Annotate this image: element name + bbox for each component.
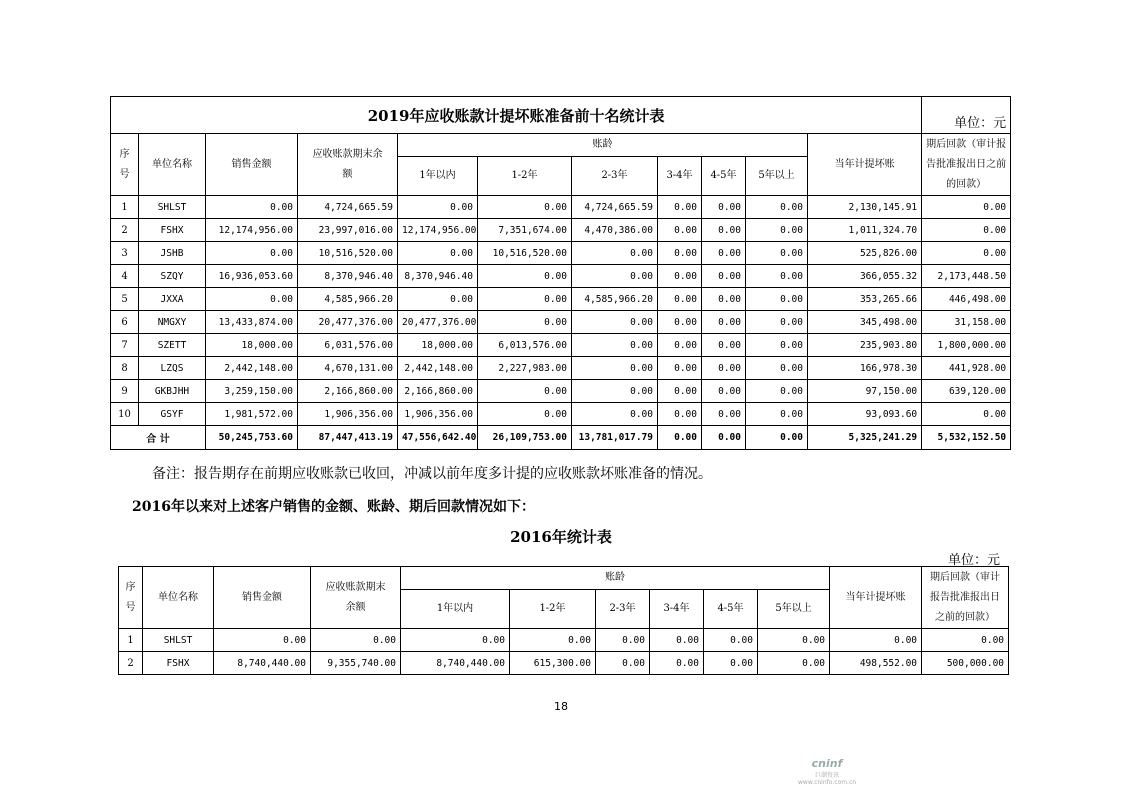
- cell-within-1y: 12,174,956.00: [398, 219, 478, 242]
- cell-1-2y: 0.00: [478, 403, 572, 426]
- cell-1-2y: 615,300.00: [510, 652, 596, 675]
- cell-collection: 2,173,448.50: [922, 265, 1011, 288]
- cell-4-5y: 0.00: [702, 311, 746, 334]
- cell-within-1y: 8,370,946.40: [398, 265, 478, 288]
- cell-name: SZQY: [139, 265, 206, 288]
- total-within-1y: 47,556,642.40: [398, 426, 478, 450]
- total-label: 合 计: [111, 426, 206, 450]
- cell-3-4y: 0.00: [658, 334, 702, 357]
- cell-provision: 1,011,324.70: [808, 219, 922, 242]
- table1-title: 2019年应收账款计提坏账准备前十名统计表: [111, 97, 922, 134]
- cell-receivable: 4,585,966.20: [298, 288, 398, 311]
- cell-over-5y: 0.00: [746, 288, 808, 311]
- cell-seq: 1: [119, 629, 143, 652]
- cell-provision: 0.00: [830, 629, 922, 652]
- cell-sales: 8,740,440.00: [214, 652, 311, 675]
- cell-receivable: 6,031,576.00: [298, 334, 398, 357]
- t2-header-aging: 账龄: [401, 567, 830, 590]
- total-collection: 5,532,152.50: [922, 426, 1011, 450]
- cell-collection: 639,120.00: [922, 380, 1011, 403]
- cell-seq: 1: [111, 196, 139, 219]
- cell-name: JXXA: [139, 288, 206, 311]
- cell-seq: 8: [111, 357, 139, 380]
- cell-within-1y: 8,740,440.00: [401, 652, 510, 675]
- cell-1-2y: 6,013,576.00: [478, 334, 572, 357]
- cell-receivable: 0.00: [311, 629, 401, 652]
- t2-header-3-4y: 3-4年: [650, 590, 704, 629]
- t2-header-name: 单位名称: [143, 567, 214, 629]
- cell-name: SZETT: [139, 334, 206, 357]
- cell-4-5y: 0.00: [704, 652, 758, 675]
- logo-site: www.cninfo.com.cn: [798, 779, 857, 786]
- header-name: 单位名称: [139, 134, 206, 196]
- cell-2-3y: 0.00: [572, 265, 658, 288]
- cell-4-5y: 0.00: [702, 196, 746, 219]
- intro-text: 2016年以来对上述客户销售的金额、账龄、期后回款情况如下：: [132, 499, 535, 515]
- cell-within-1y: 0.00: [401, 629, 510, 652]
- cell-over-5y: 0.00: [746, 380, 808, 403]
- cell-sales: 0.00: [206, 242, 298, 265]
- cell-name: SHLST: [143, 629, 214, 652]
- cell-sales: 18,000.00: [206, 334, 298, 357]
- cell-sales: 16,936,053.60: [206, 265, 298, 288]
- table-2019-top10-bad-debt: [110, 96, 1011, 450]
- cell-within-1y: 18,000.00: [398, 334, 478, 357]
- cell-sales: 0.00: [206, 196, 298, 219]
- cell-2-3y: 4,724,665.59: [572, 196, 658, 219]
- cell-seq: 2: [119, 652, 143, 675]
- cell-sales: 12,174,956.00: [206, 219, 298, 242]
- cell-sales: 3,259,150.00: [206, 380, 298, 403]
- t2-header-over-5y: 5年以上: [758, 590, 830, 629]
- cell-receivable: 20,477,376.00: [298, 311, 398, 334]
- t2-header-seq: 序号: [119, 567, 143, 629]
- t2-header-1-2y: 1-2年: [510, 590, 596, 629]
- cell-collection: 0.00: [922, 196, 1011, 219]
- cell-provision: 366,055.32: [808, 265, 922, 288]
- header-over-5y: 5年以上: [746, 157, 808, 196]
- cell-seq: 4: [111, 265, 139, 288]
- t2-header-receivable: 应收账款期末余额: [311, 567, 401, 629]
- cell-provision: 235,903.80: [808, 334, 922, 357]
- total-2-3y: 13,781,017.79: [572, 426, 658, 450]
- cell-1-2y: 0.00: [478, 265, 572, 288]
- table-row: [119, 629, 1009, 652]
- header-within-1y: 1年以内: [398, 157, 478, 196]
- cell-over-5y: 0.00: [758, 652, 830, 675]
- cell-sales: 1,981,572.00: [206, 403, 298, 426]
- cell-3-4y: 0.00: [658, 288, 702, 311]
- header-3-4y: 3-4年: [658, 157, 702, 196]
- cell-within-1y: 2,442,148.00: [398, 357, 478, 380]
- header-2-3y: 2-3年: [572, 157, 658, 196]
- table-2016-statistics: [118, 566, 1009, 675]
- cell-3-4y: 0.00: [658, 242, 702, 265]
- cell-4-5y: 0.00: [704, 629, 758, 652]
- cell-3-4y: 0.00: [658, 219, 702, 242]
- t2-header-2-3y: 2-3年: [596, 590, 650, 629]
- cell-2-3y: 0.00: [572, 357, 658, 380]
- t2-header-within-1y: 1年以内: [401, 590, 510, 629]
- cell-name: GKBJHH: [139, 380, 206, 403]
- cell-2-3y: 0.00: [572, 403, 658, 426]
- t2-header-provision: 当年计提坏账: [830, 567, 922, 629]
- table-row: [111, 196, 1011, 219]
- table2-unit: 单位：元: [948, 553, 1001, 568]
- logo-brand: cninf: [811, 757, 843, 770]
- cell-receivable: 1,906,356.00: [298, 403, 398, 426]
- cell-3-4y: 0.00: [658, 380, 702, 403]
- cell-collection: 0.00: [922, 403, 1011, 426]
- table-row: [111, 242, 1011, 265]
- cell-4-5y: 0.00: [702, 242, 746, 265]
- cell-within-1y: 0.00: [398, 242, 478, 265]
- page-number: 18: [554, 700, 568, 713]
- table1-total-row: [111, 426, 1011, 450]
- cell-seq: 7: [111, 334, 139, 357]
- cell-2-3y: 0.00: [596, 629, 650, 652]
- cell-sales: 2,442,148.00: [206, 357, 298, 380]
- cell-name: JSHB: [139, 242, 206, 265]
- cell-4-5y: 0.00: [702, 265, 746, 288]
- cell-over-5y: 0.00: [746, 334, 808, 357]
- cell-1-2y: 2,227,983.00: [478, 357, 572, 380]
- total-3-4y: 0.00: [658, 426, 702, 450]
- cell-within-1y: 0.00: [398, 196, 478, 219]
- cell-1-2y: 0.00: [478, 288, 572, 311]
- logo-tagline: 巨潮资讯: [815, 772, 840, 779]
- cell-4-5y: 0.00: [702, 219, 746, 242]
- header-aging: 账龄: [398, 134, 808, 157]
- cell-sales: 0.00: [206, 288, 298, 311]
- cell-collection: 500,000.00: [922, 652, 1009, 675]
- cell-over-5y: 0.00: [746, 403, 808, 426]
- cell-collection: 1,800,000.00: [922, 334, 1011, 357]
- total-4-5y: 0.00: [702, 426, 746, 450]
- cell-provision: 93,093.60: [808, 403, 922, 426]
- cell-seq: 10: [111, 403, 139, 426]
- cell-collection: 0.00: [922, 242, 1011, 265]
- cell-seq: 3: [111, 242, 139, 265]
- cell-receivable: 8,370,946.40: [298, 265, 398, 288]
- cell-over-5y: 0.00: [746, 265, 808, 288]
- cell-receivable: 23,997,016.00: [298, 219, 398, 242]
- cell-2-3y: 0.00: [572, 380, 658, 403]
- total-receivable: 87,447,413.19: [298, 426, 398, 450]
- cell-1-2y: 0.00: [478, 380, 572, 403]
- cell-1-2y: 10,516,520.00: [478, 242, 572, 265]
- cell-seq: 6: [111, 311, 139, 334]
- table-row: [111, 403, 1011, 426]
- cell-provision: 525,826.00: [808, 242, 922, 265]
- table-row: [111, 288, 1011, 311]
- cell-over-5y: 0.00: [758, 629, 830, 652]
- cell-1-2y: 0.00: [478, 311, 572, 334]
- table-row: [111, 334, 1011, 357]
- table2-body: [119, 629, 1009, 675]
- cell-receivable: 10,516,520.00: [298, 242, 398, 265]
- cell-within-1y: 20,477,376.00: [398, 311, 478, 334]
- cell-2-3y: 0.00: [596, 652, 650, 675]
- t2-header-4-5y: 4-5年: [704, 590, 758, 629]
- cell-collection: 31,158.00: [922, 311, 1011, 334]
- table-row: [111, 357, 1011, 380]
- cell-3-4y: 0.00: [658, 311, 702, 334]
- cell-sales: 13,433,874.00: [206, 311, 298, 334]
- cell-name: FSHX: [143, 652, 214, 675]
- cell-1-2y: 7,351,674.00: [478, 219, 572, 242]
- cell-3-4y: 0.00: [658, 265, 702, 288]
- cell-receivable: 4,724,665.59: [298, 196, 398, 219]
- cell-seq: 5: [111, 288, 139, 311]
- cell-3-4y: 0.00: [650, 652, 704, 675]
- cell-provision: 345,498.00: [808, 311, 922, 334]
- cell-4-5y: 0.00: [702, 288, 746, 311]
- cell-3-4y: 0.00: [658, 357, 702, 380]
- cell-4-5y: 0.00: [702, 403, 746, 426]
- t2-header-collection: 期后回款（审计报告批准报出日之前的回款）: [922, 567, 1009, 629]
- cell-over-5y: 0.00: [746, 219, 808, 242]
- cell-name: LZQS: [139, 357, 206, 380]
- total-1-2y: 26,109,753.00: [478, 426, 572, 450]
- table-row: [111, 265, 1011, 288]
- cell-collection: 446,498.00: [922, 288, 1011, 311]
- cell-collection: 0.00: [922, 219, 1011, 242]
- cell-within-1y: 1,906,356.00: [398, 403, 478, 426]
- total-provision: 5,325,241.29: [808, 426, 922, 450]
- cell-provision: 353,265.66: [808, 288, 922, 311]
- t2-header-sales: 销售金额: [214, 567, 311, 629]
- cell-provision: 2,130,145.91: [808, 196, 922, 219]
- table-row: [111, 219, 1011, 242]
- cell-receivable: 2,166,860.00: [298, 380, 398, 403]
- header-1-2y: 1-2年: [478, 157, 572, 196]
- cninfo-logo: [798, 757, 856, 786]
- cell-over-5y: 0.00: [746, 242, 808, 265]
- cell-3-4y: 0.00: [658, 403, 702, 426]
- header-collection: 期后回款（审计报告批准报出日之前的回款）: [922, 134, 1011, 196]
- cell-4-5y: 0.00: [702, 334, 746, 357]
- cell-name: GSYF: [139, 403, 206, 426]
- header-receivable: 应收账款期末余额: [298, 134, 398, 196]
- cell-over-5y: 0.00: [746, 357, 808, 380]
- cell-4-5y: 0.00: [702, 357, 746, 380]
- cell-receivable: 4,670,131.00: [298, 357, 398, 380]
- cell-3-4y: 0.00: [650, 629, 704, 652]
- cell-name: SHLST: [139, 196, 206, 219]
- cell-sales: 0.00: [214, 629, 311, 652]
- table-row: [119, 652, 1009, 675]
- cell-name: FSHX: [139, 219, 206, 242]
- cell-1-2y: 0.00: [478, 196, 572, 219]
- cell-within-1y: 0.00: [398, 288, 478, 311]
- note-text: 备注：报告期存在前期应收账款已收回，冲减以前年度多计提的应收账款坏账准备的情况。: [152, 466, 712, 482]
- cell-2-3y: 4,585,966.20: [572, 288, 658, 311]
- header-4-5y: 4-5年: [702, 157, 746, 196]
- cell-provision: 498,552.00: [830, 652, 922, 675]
- cell-1-2y: 0.00: [510, 629, 596, 652]
- header-provision: 当年计提坏账: [808, 134, 922, 196]
- cell-over-5y: 0.00: [746, 196, 808, 219]
- cell-2-3y: 4,470,386.00: [572, 219, 658, 242]
- table-row: [111, 311, 1011, 334]
- cell-4-5y: 0.00: [702, 380, 746, 403]
- cell-collection: 441,928.00: [922, 357, 1011, 380]
- cell-3-4y: 0.00: [658, 196, 702, 219]
- table1-body: [111, 196, 1011, 426]
- cell-2-3y: 0.00: [572, 242, 658, 265]
- cell-seq: 9: [111, 380, 139, 403]
- cell-provision: 166,978.30: [808, 357, 922, 380]
- cell-receivable: 9,355,740.00: [311, 652, 401, 675]
- cell-within-1y: 2,166,860.00: [398, 380, 478, 403]
- cell-collection: 0.00: [922, 629, 1009, 652]
- cell-over-5y: 0.00: [746, 311, 808, 334]
- header-sales: 销售金额: [206, 134, 298, 196]
- table2-title: 2016年统计表: [510, 528, 612, 546]
- total-sales: 50,245,753.60: [206, 426, 298, 450]
- total-over-5y: 0.00: [746, 426, 808, 450]
- cell-provision: 97,150.00: [808, 380, 922, 403]
- cell-name: NMGXY: [139, 311, 206, 334]
- table-row: [111, 380, 1011, 403]
- header-seq: 序号: [111, 134, 139, 196]
- cell-2-3y: 0.00: [572, 334, 658, 357]
- cell-2-3y: 0.00: [572, 311, 658, 334]
- cell-seq: 2: [111, 219, 139, 242]
- table1-unit: 单位：元: [922, 97, 1011, 134]
